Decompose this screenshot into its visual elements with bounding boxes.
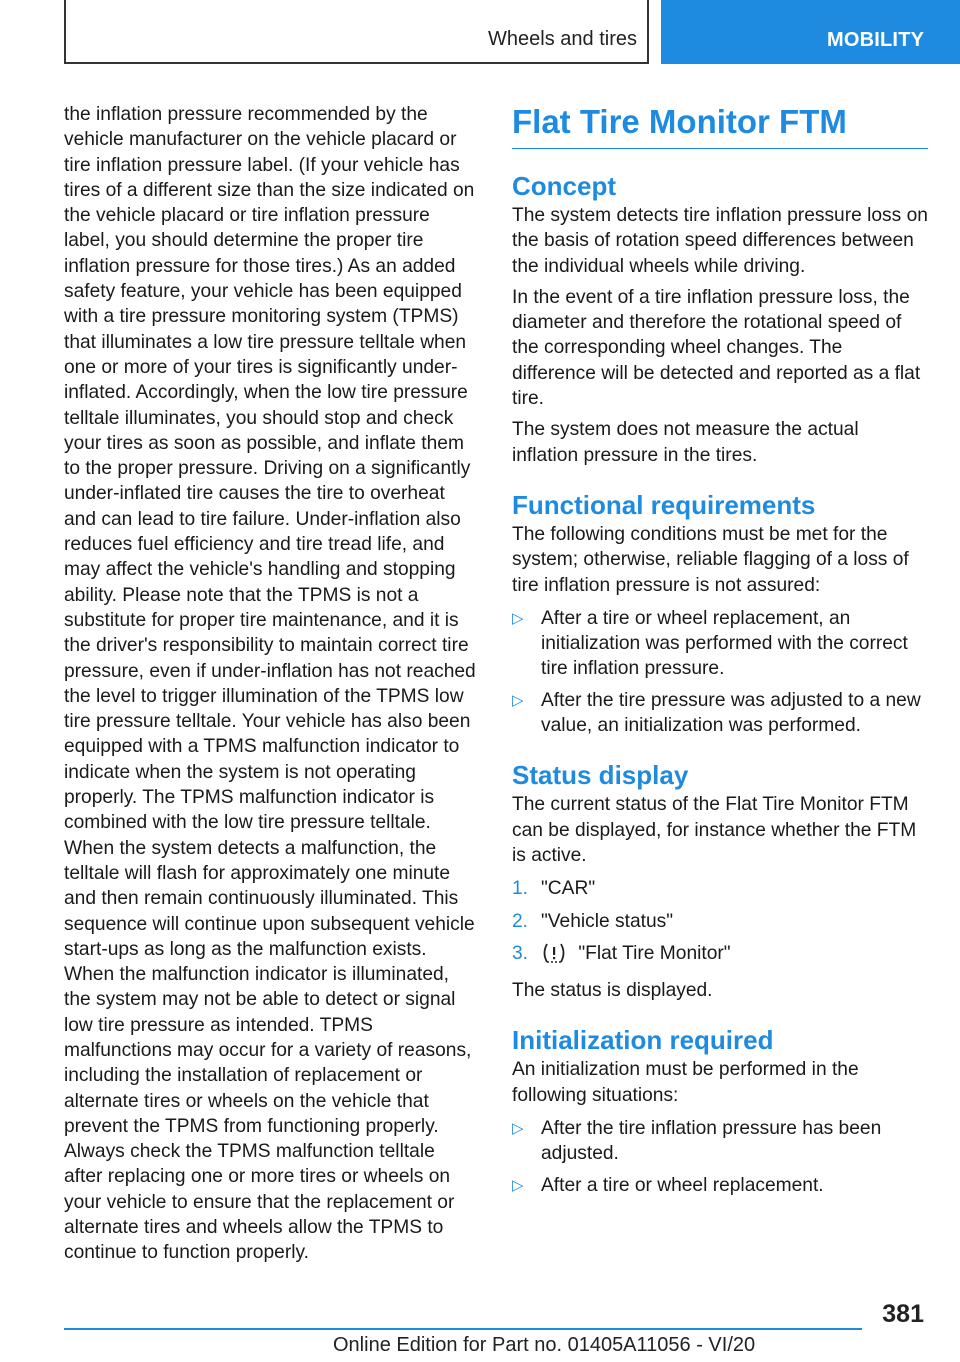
initialization-heading: Initialization required xyxy=(512,1025,774,1056)
bullet-triangle-icon: ▷ xyxy=(512,1120,524,1138)
list-item xyxy=(512,1173,928,1198)
list-item xyxy=(512,606,928,682)
initialization-list xyxy=(512,1116,928,1198)
header-frame xyxy=(64,0,649,64)
tpms-notice-paragraph: the inflation pressure recommended by the vehicle manufacturer on the vehicle placard or tire inflation pressure label. (If your vehicle has tires of a different size than the size indicated on the vehicle placard or tire inflation pressure label, you should determine the proper tire inflation pressure for those tires.) As an added safety feature, your vehicle has been equipped with a tire pressure monitoring system (TPMS) that illuminates a low tire pressure telltale when one or more of your tires is significantly under-inflated. Accordingly, when the low tire pressure telltale illuminates, you should stop and check your tires as soon as possible, and inflate them to the proper pressure. Driving on a significantly under-inflated tire causes the tire to overheat and can lead to tire failure. Under-inflation also reduces fuel efficiency and tire tread life, and may affect the vehicle's handling and stopping ability. Please note that the TPMS is not a substitute for proper tire maintenance, and it is the driver's responsibility to maintain correct tire pressure, even if under-inflation has not reached the level to trigger illumination of the TPMS low tire pressure telltale. Your vehicle has also been equipped with a TPMS malfunction indicator to indicate when the system is not operating properly. The TPMS malfunction indicator is combined with the low tire pressure telltale. When the system detects a malfunction, the telltale will flash for approximately one minute and then remain continuously illuminated. This sequence will continue upon subsequent vehicle start-ups as long as the malfunction exists. When the malfunction indicator is illuminated, the system may not be able to detect or signal low tire pressure as intended. TPMS malfunctions may occur for a variety of reasons, including the installation of replacement or alternate tires or wheels on the vehicle that prevent the TPMS from functioning properly. Always check the TPMS malfunction telltale after replacing one or more tires or wheels on your vehicle to ensure that the replacement or alternate tires and wheels allow the TPMS to continue to function properly. xyxy=(64,104,476,1264)
initialization-intro: An initialization must be performed in the following situations: xyxy=(512,1059,859,1106)
bullet-triangle-icon: ▷ xyxy=(512,691,524,709)
status-result: The status is displayed. xyxy=(512,980,713,1002)
status-display-section xyxy=(512,760,928,1003)
status-display-intro: The current status of the Flat Tire Monitor FTM can be displayed, for instance whether the FTM is active. xyxy=(512,794,917,866)
section-title: Wheels and tires xyxy=(488,28,637,50)
step-number: 3. xyxy=(512,942,529,964)
functional-requirements-section xyxy=(512,490,928,738)
step-item xyxy=(512,909,928,934)
step-item xyxy=(512,876,928,901)
right-column xyxy=(512,102,928,1220)
concept-paragraph: The system detects tire inflation pressure loss on the basis of rotation speed differences between the individual wheels while driving. xyxy=(512,205,928,277)
step-text: "Vehicle status" xyxy=(541,910,674,932)
page-title: Flat Tire Monitor FTM xyxy=(512,102,928,149)
list-item-text: After a tire or wheel replacement, an initialization was performed with the correct tire inflation pressure. xyxy=(541,607,908,680)
step-number: 2. xyxy=(512,910,529,932)
initialization-section xyxy=(512,1025,928,1197)
chapter-tab[interactable]: MOBILITY xyxy=(661,0,960,64)
list-item xyxy=(512,1116,928,1167)
step-text: "Flat Tire Monitor" xyxy=(578,942,731,964)
concept-paragraph: The system does not measure the actual inflation pressure in the tires. xyxy=(512,419,859,466)
list-item-text: After a tire or wheel replacement. xyxy=(541,1174,824,1196)
list-item-text: After the tire inflation pressure has been adjusted. xyxy=(541,1118,882,1165)
concept-paragraph: In the event of a tire inflation pressure loss, the diameter and therefore the rotational speed of the corresponding wheel changes. The difference will be detected and reported as a flat tire. xyxy=(512,286,921,410)
page-number: 381 xyxy=(882,1300,924,1328)
step-text: "CAR" xyxy=(541,878,596,900)
footer-rule xyxy=(64,1328,862,1330)
list-item-text: After the tire pressure was adjusted to a new value, an initialization was performed. xyxy=(541,689,921,737)
functional-requirements-intro: The following conditions must be met for the system; otherwise, reliable flagging of a loss of tire inflation pressure is not assured: xyxy=(512,523,909,596)
bullet-triangle-icon: ▷ xyxy=(512,609,524,627)
concept-section xyxy=(512,171,928,468)
concept-heading: Concept xyxy=(512,171,616,201)
left-column xyxy=(64,102,478,1266)
footer-edition: Online Edition for Part no. 01405A11056 - VI/20 xyxy=(333,1334,756,1356)
step-number: 1. xyxy=(512,878,529,900)
requirements-list xyxy=(512,606,928,738)
bullet-triangle-icon: ▷ xyxy=(512,1176,524,1194)
functional-requirements-heading: Functional requirements xyxy=(512,489,816,520)
status-display-heading: Status display xyxy=(512,760,689,791)
tire-warning-icon xyxy=(541,942,567,971)
status-steps-list xyxy=(512,876,928,971)
list-item xyxy=(512,688,928,739)
step-item xyxy=(512,941,928,971)
